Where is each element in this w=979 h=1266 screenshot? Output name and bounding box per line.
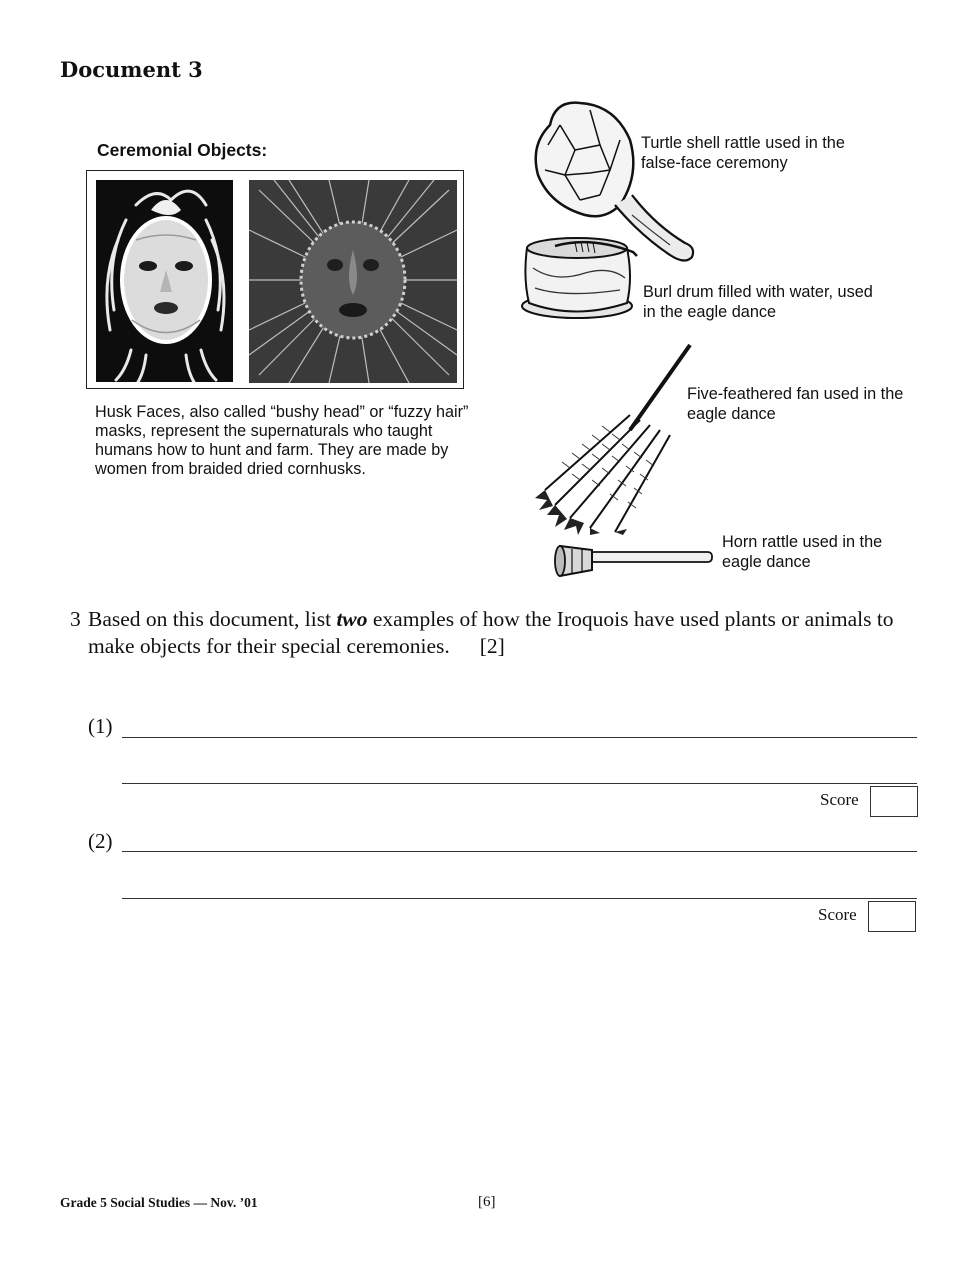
document-heading: Document 3 [60,57,203,82]
horn-rattle-label: Horn rattle used in the eagle dance [722,533,883,571]
question-emphasis: two [336,607,368,631]
answer-2-line-2[interactable] [122,898,917,899]
answer-1-score-label: Score [820,790,859,809]
answer-1-line-1[interactable] [122,737,917,738]
husk-faces-caption: Husk Faces, also called “bushy head” or “fuzzy hair” masks, represent the supernaturals who taught humans how to hunt and farm. They are made by women from braided dried cornhusks. [95,403,469,478]
answer-1-score-box[interactable] [870,786,918,817]
feather-fan-label: Five-feathered fan used in the eagle dance [687,385,904,423]
question-text-after: examples of how the Iroquois have used plants or animals to make objects for their special ceremonies. [88,607,894,658]
question-number: 3 [70,607,81,631]
burl-drum-label: Burl drum filled with water, used in the eagle dance [643,283,873,321]
answer-1-line-2[interactable] [122,783,917,784]
turtle-shell-rattle-label: Turtle shell rattle used in the false-face ceremony [641,134,845,172]
husk-face-mask-photo-left [96,180,233,382]
ceremonial-objects-heading: Ceremonial Objects: [97,140,268,160]
footer-page-number: [6] [478,1194,496,1210]
feather-fan-illustration [530,340,700,535]
answer-2-label: (2) [88,829,113,853]
answer-1-label: (1) [88,714,113,738]
answer-2-score-box[interactable] [868,901,916,932]
horn-rattle-illustration [552,538,717,583]
question-text-before: Based on this document, list [88,607,337,631]
burl-drum-illustration [515,228,645,323]
question-3 [70,606,940,660]
husk-face-mask-photo-right [249,180,457,383]
answer-2-line-1[interactable] [122,851,917,852]
answer-2-score-label: Score [818,905,857,924]
question-points: [2] [479,634,505,658]
footer-exam-title: Grade 5 Social Studies — Nov. ’01 [60,1195,258,1210]
